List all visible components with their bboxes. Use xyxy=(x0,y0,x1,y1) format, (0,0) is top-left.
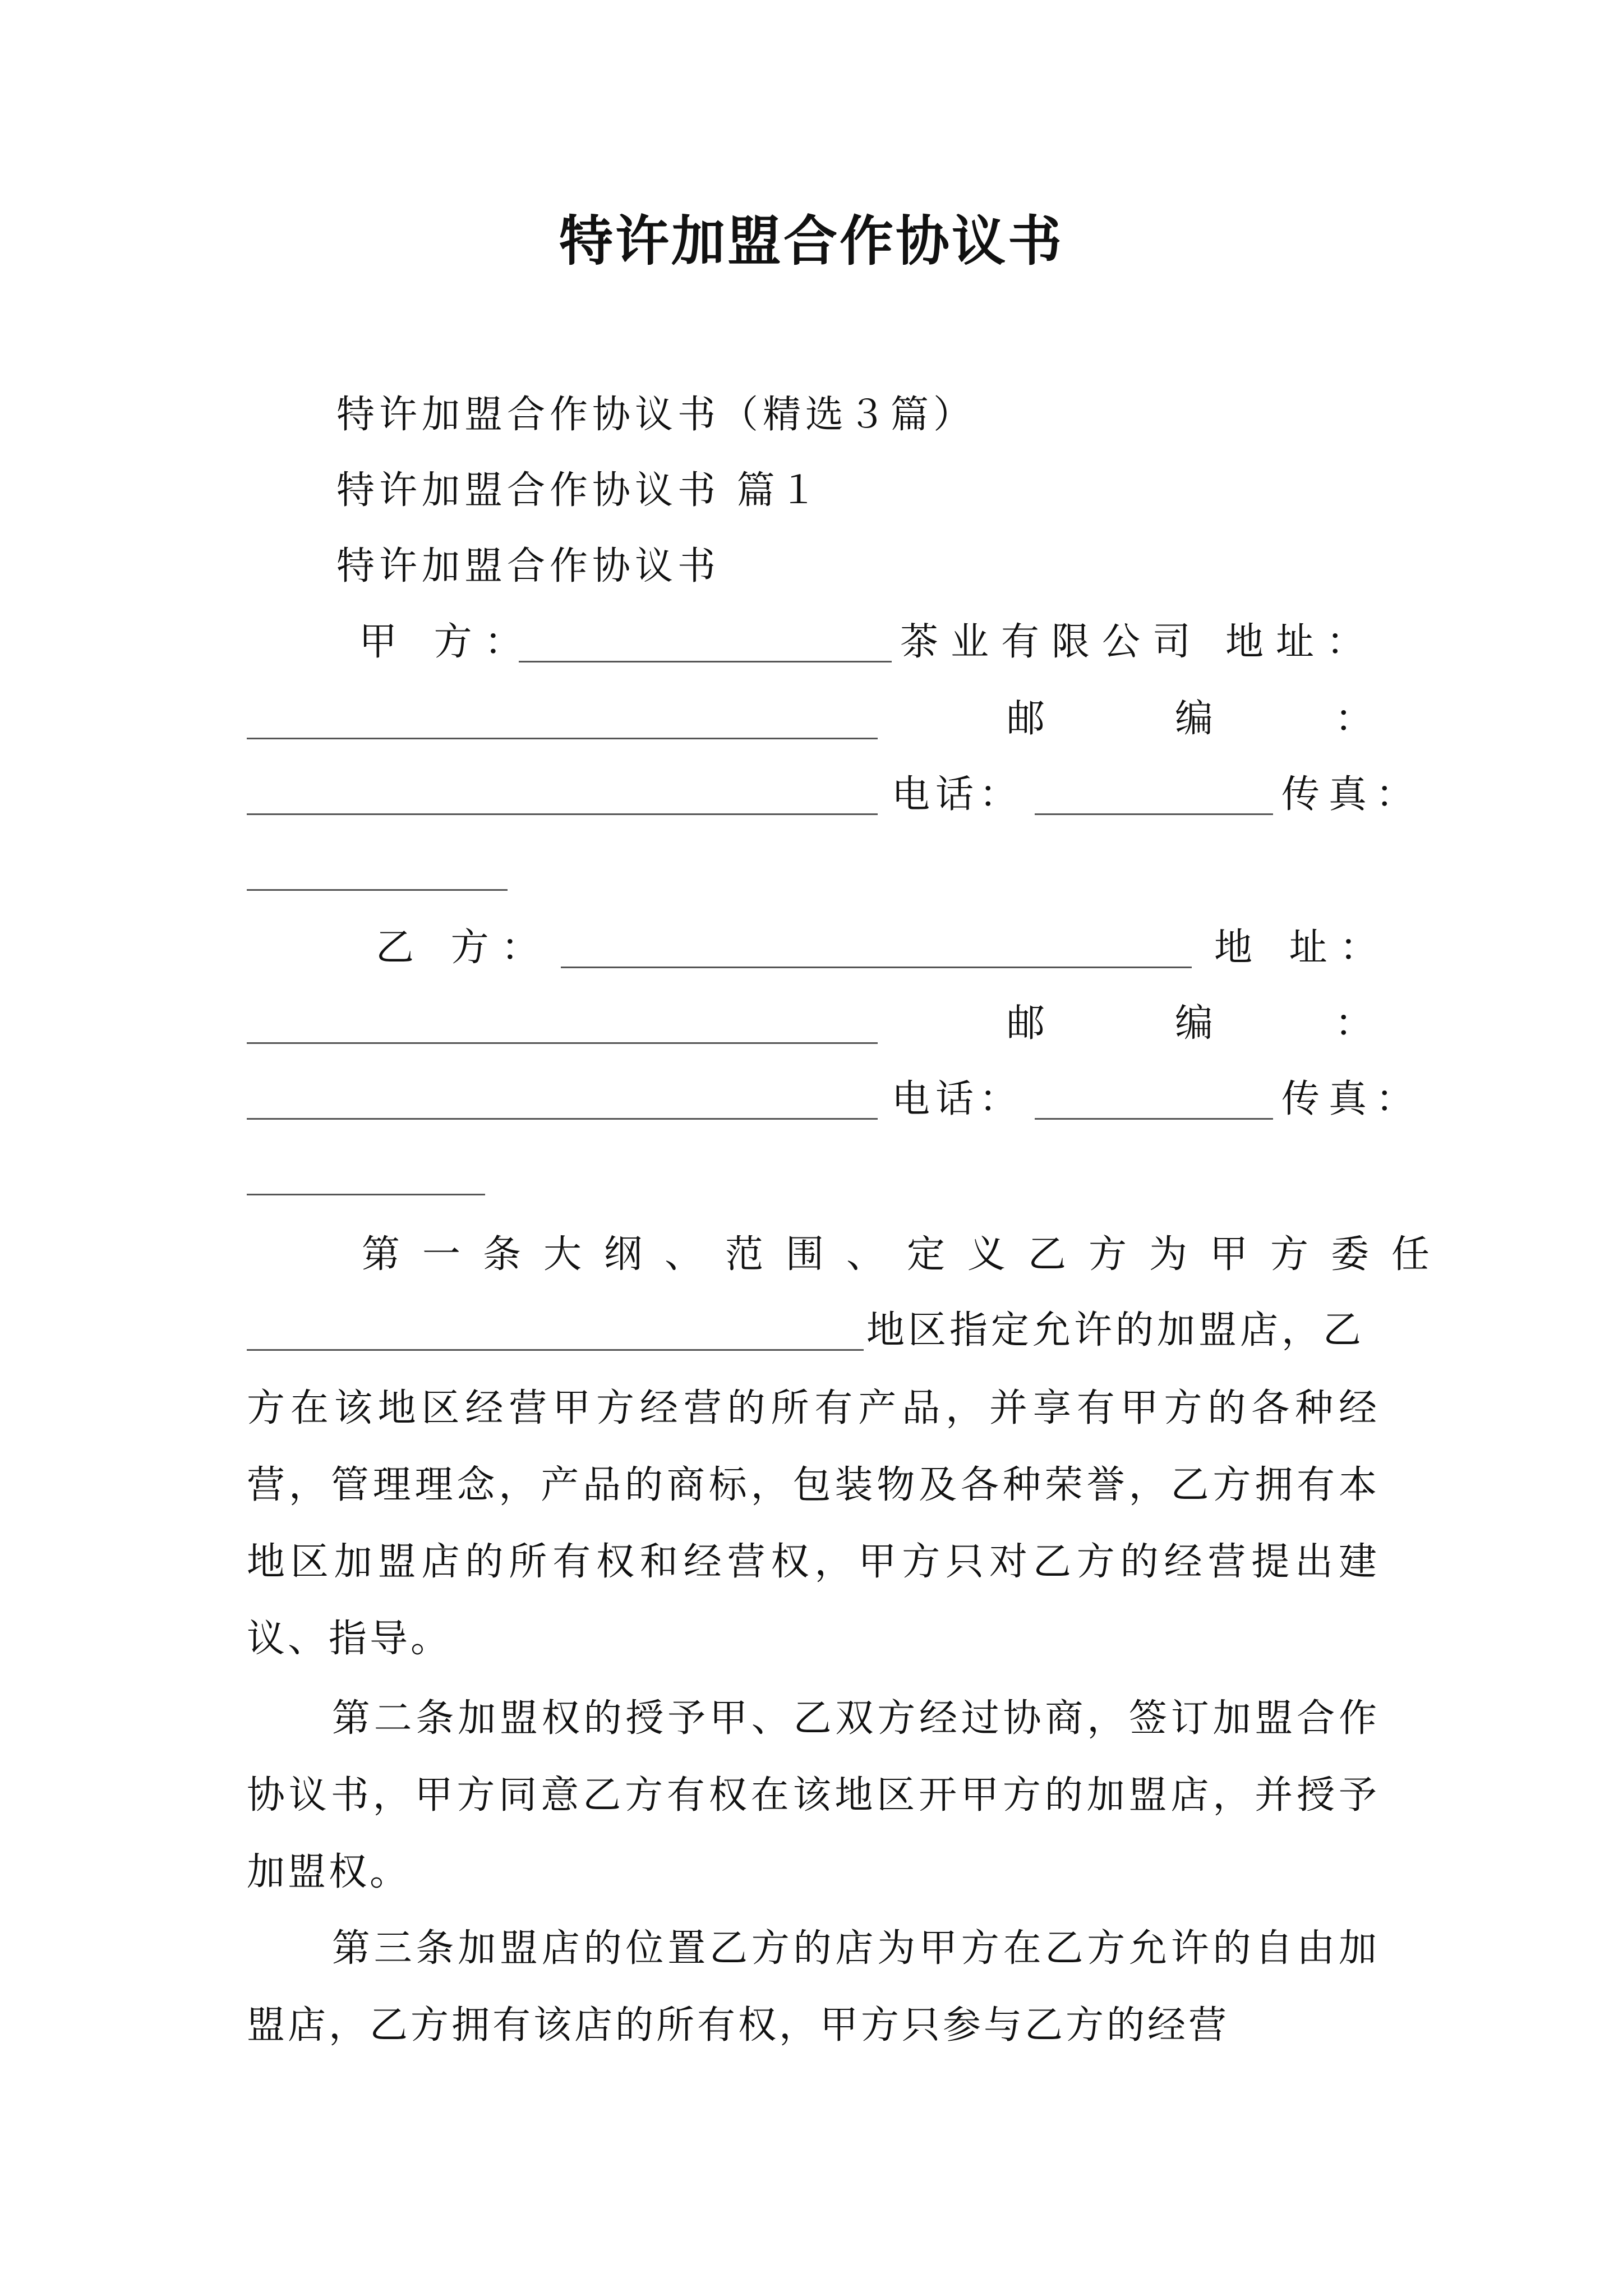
party-a-phone-label: 电话： xyxy=(892,772,1023,817)
party-b-name-blank xyxy=(561,967,1192,968)
party-a-zip-blank xyxy=(247,813,878,815)
article-2-text: 第二条加盟权的授予甲、乙双方经过协商，签订加盟合作协议书，甲方同意乙方有权在该地区开甲方的加盟店，并授予加盟权。 xyxy=(247,1696,1380,1894)
document-title: 特许加盟合作协议书 xyxy=(559,209,1064,273)
party-b-zip-blank xyxy=(247,1118,878,1120)
party-a-zip-label-3: ： xyxy=(1335,697,1373,741)
party-b-zip-label-3: ： xyxy=(1335,1001,1373,1046)
party-a-zip-label-1: 邮 xyxy=(1007,697,1045,741)
party-a-label: 甲 方： xyxy=(359,620,535,664)
party-a-fax-blank xyxy=(247,889,508,891)
subtitle-2: 特许加盟合作协议书 篇１ xyxy=(336,468,822,513)
article-1-body xyxy=(247,1370,1380,1677)
party-a-address-label: 地址： xyxy=(1225,620,1377,664)
party-a-address-blank xyxy=(247,738,878,739)
party-a-name-blank xyxy=(519,661,892,662)
party-b-phone-blank xyxy=(1035,1118,1273,1120)
party-b-phone-label: 电话： xyxy=(892,1077,1023,1121)
article-1-line-2: 地区指定允许的加盟店，乙 xyxy=(866,1308,1365,1352)
article-2 xyxy=(247,1680,1380,1911)
article-1-heading-line: 第一条大纲、范围、定义乙方为甲方委任 xyxy=(362,1232,1453,1277)
party-b-zip-label-1: 邮 xyxy=(1007,1001,1045,1046)
party-b-label: 乙 方： xyxy=(376,926,552,970)
party-a-zip-label-2: 编 xyxy=(1175,697,1214,741)
party-b-zip-label-2: 编 xyxy=(1175,1001,1214,1046)
subtitle-1: 特许加盟合作协议书（精选３篇） xyxy=(336,393,976,437)
party-b-fax-blank xyxy=(247,1194,485,1195)
article-3 xyxy=(247,1910,1380,2064)
party-a-fax-label: 传真： xyxy=(1281,772,1423,817)
party-a-phone-blank xyxy=(1035,813,1273,815)
subtitle-3: 特许加盟合作协议书 xyxy=(336,544,721,588)
party-b-address-label: 地 址： xyxy=(1214,926,1390,970)
party-b-address-blank xyxy=(247,1042,878,1044)
article-1-region-blank xyxy=(247,1349,864,1351)
article-1-text: 方在该地区经营甲方经营的所有产品，并享有甲方的各种经营，管理理念，产品的商标，包装物及各种荣誉，乙方拥有本地区加盟店的所有权和经营权，甲方只对乙方的经营提出建议、指导。 xyxy=(247,1386,1380,1661)
party-b-fax-label: 传真： xyxy=(1281,1077,1423,1121)
party-a-company-suffix: 茶业有限公司 xyxy=(900,620,1204,664)
article-3-text: 第三条加盟店的位置乙方的店为甲方在乙方允许的自由加盟店，乙方拥有该店的所有权，甲方只参与乙方的经营 xyxy=(247,1926,1380,2047)
